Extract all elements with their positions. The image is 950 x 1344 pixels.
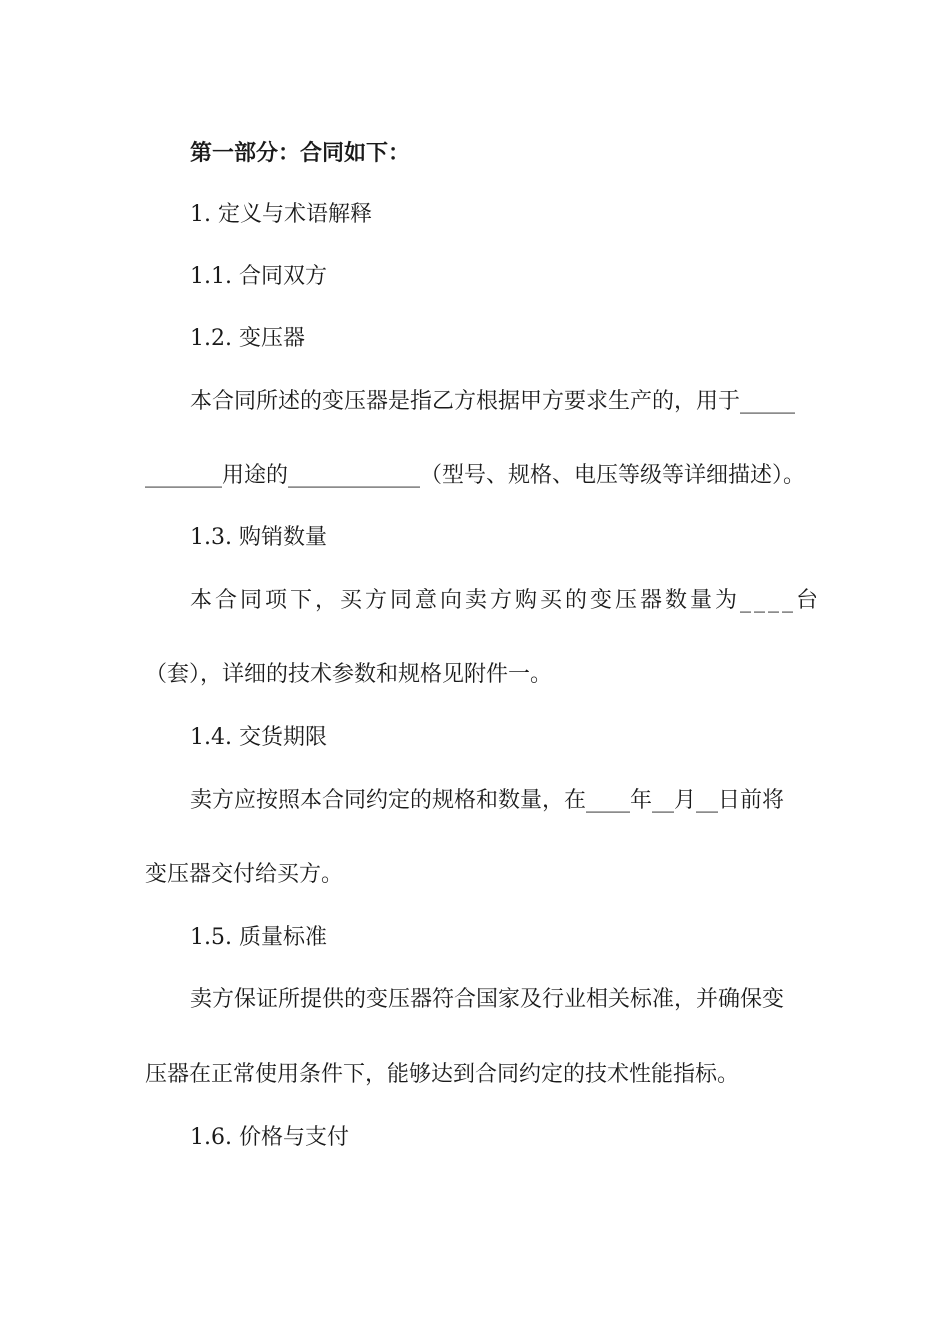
paragraph-1-3-line-2: （套），详细的技术参数和规格见附件一。 [145,662,553,687]
section-1-2-heading: 1.2. 变压器 [190,326,305,351]
section-1-6-heading: 1.6. 价格与支付 [190,1125,349,1150]
paragraph-1-4-line-2: 变压器交付给买方。 [145,862,344,887]
section-1-heading: 1. 定义与术语解释 [190,202,372,227]
paragraph-1-2-line-2: _______用途的____________（型号、规格、电压等级等详细描述）。 [145,463,806,488]
paragraph-1-5-line-1: 卖方保证所提供的变压器符合国家及行业相关标准，并确保变 [190,987,785,1012]
paragraph-1-5-line-2: 压器在正常使用条件下，能够达到合同约定的技术性能指标。 [145,1062,740,1087]
section-1-4-heading: 1.4. 交货期限 [190,725,327,750]
section-1-3-heading: 1.3. 购销数量 [190,525,327,550]
paragraph-1-4-line-1: 卖方应按照本合同约定的规格和数量，在____年__月__日前将 [190,788,785,813]
section-1-5-heading: 1.5. 质量标准 [190,925,327,950]
paragraph-1-3-line-1: 本合同项下，买方同意向卖方购买的变压器数量为____台 [190,588,822,613]
part-title: 第一部分：合同如下： [190,140,411,166]
paragraph-1-2-line-1: 本合同所述的变压器是指乙方根据甲方要求生产的，用于_____ [190,389,796,414]
section-1-1-heading: 1.1. 合同双方 [190,264,327,289]
